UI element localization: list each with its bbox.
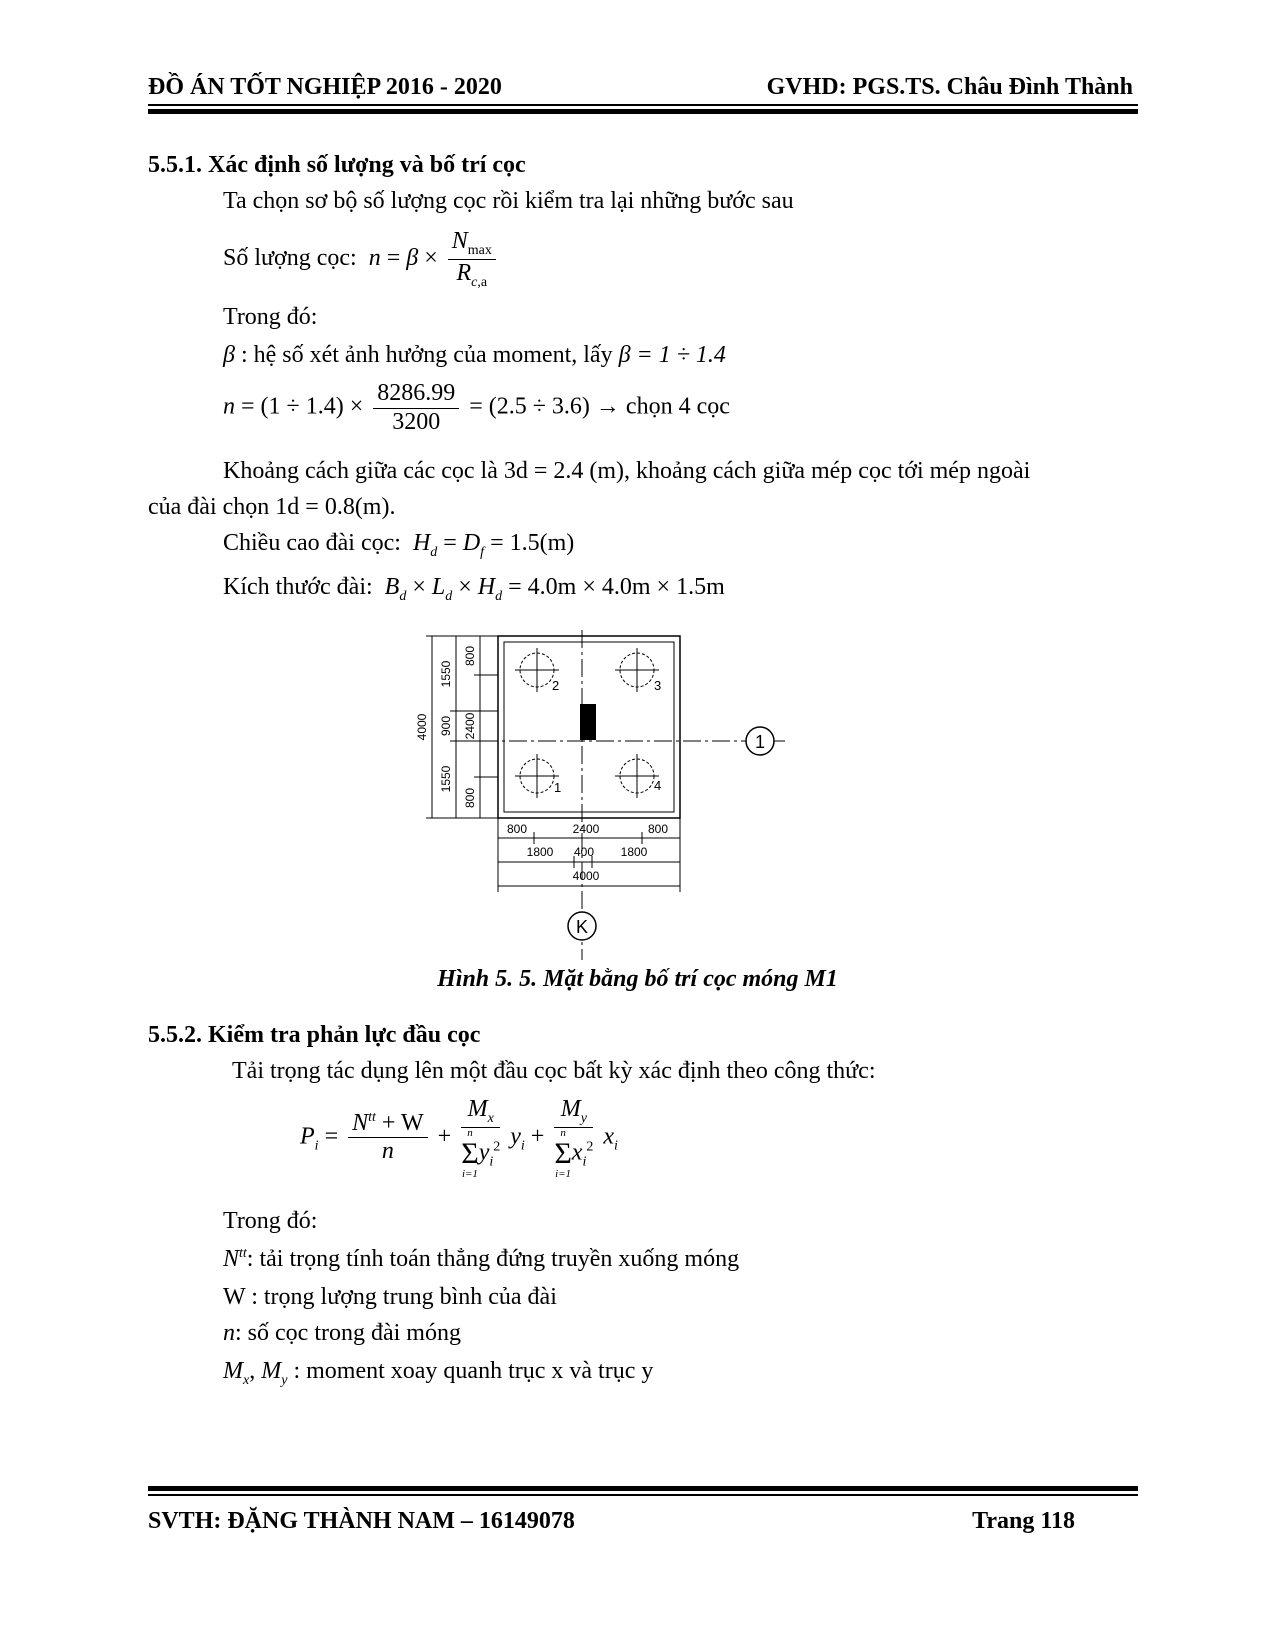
axis-1-label: 1 [754,732,766,752]
dim-bottom-mid-2: 400 [573,845,595,859]
dim-bottom-total: 4000 [572,869,600,883]
dim-left-mid-3: 1550 [439,765,453,793]
dim-bottom-mid-3: 1800 [620,845,648,859]
pile-label-2: 2 [552,678,560,693]
dim-left-inner-3: 800 [463,787,477,809]
cap-height-line: Chiều cao đài cọc: $H_d = D_f = 1.5(m)$ [223,530,575,560]
header-left: ĐỒ ÁN TỐT NGHIỆP 2016 - 2020 [148,74,502,100]
def-mx-my: $M_x$, $M_y$ : moment xoay quanh trục x và trục y [223,1358,654,1388]
dim-bottom-top-3: 800 [647,822,669,836]
footer-rule-thick [148,1486,1138,1491]
pile-count-calc: n = (1 ÷ 1.4) × $\frac{8286.99}{3200}$ = (2.5 ÷ 3.6) → chọn 4 cọc [223,380,730,435]
intro-text: Ta chọn sơ bộ số lượng cọc rồi kiểm tra lại những bước sau [223,188,794,214]
dim-left-inner-2: 2400 [463,712,477,740]
def-n: n: số cọc trong đài móng [223,1320,461,1346]
section-title-551: 5.5.1. Xác định số lượng và bố trí cọc [148,152,526,178]
dim-left-mid-1: 1550 [439,660,453,688]
pile-label-3: 3 [654,678,662,693]
load-formula-intro: Tải trọng tác dụng lên một đầu cọc bất kỳ xác định theo công thức: [232,1058,876,1084]
header-right: GVHD: PGS.TS. Châu Đình Thành [766,74,1133,100]
header-rule-thin [148,104,1138,106]
axis-k-label: K [575,917,589,937]
def-w: W : trọng lượng trung bình của đài [223,1284,557,1310]
header-rule-thick [148,109,1138,114]
dim-bottom-mid-1: 1800 [526,845,554,859]
dim-bottom-top-1: 800 [506,822,528,836]
dim-left-mid-2: 900 [439,715,453,737]
footer-left: SVTH: ĐẶNG THÀNH NAM – 16149078 [148,1508,575,1534]
count-label: Số lượng cọc: [223,244,357,271]
where-label-1: Trong đó: [223,304,318,330]
pile-layout-figure [415,630,820,980]
spacing-line-1: Khoảng cách giữa các cọc là 3d = 2.4 (m), khoảng cách giữa mép cọc tới mép ngoài [223,458,1031,484]
cap-size-line: Kích thước đài: $B_d \times L_d \times H_d = 4.0m \times 4.0m \times 1.5m$ [223,574,725,604]
beta-definition: β : hệ số xét ảnh hưởng của moment, lấy β = 1 ÷ 1.4 [223,342,726,368]
where-label-2: Trong đó: [223,1208,318,1234]
footer-right: Trang 118 [972,1508,1075,1534]
def-ntt: $N^{tt}$: tải trọng tính toán thẳng đứng truyền xuống móng [223,1246,740,1272]
section-title-552: 5.5.2. Kiểm tra phản lực đầu cọc [148,1022,481,1048]
pile-label-4: 4 [654,778,662,793]
dim-left-total: 4000 [415,713,429,741]
dim-bottom-top-2: 2400 [572,822,600,836]
footer-rule-thin [148,1494,1138,1496]
dim-left-inner-1: 800 [463,645,477,667]
spacing-line-2: của đài chọn 1d = 0.8(m). [148,494,396,520]
pile-label-1: 1 [554,780,562,795]
pile-reaction-formula: $P_i$ = $\frac{N^{tt} + W}{n}$ + $M_x$ n Σ i=1 $y_i^2$ $y_i$ + $M_y$ n Σ i=1 $x_i^2$ $x_i$ [300,1096,618,1180]
figure-caption: Hình 5. 5. Mặt bằng bố trí cọc móng M1 [437,966,838,992]
pile-count-formula: Số lượng cọc: n = β × $\frac{N_{max}}{R_{c,a}}$ [223,228,500,291]
column-section [580,704,596,740]
